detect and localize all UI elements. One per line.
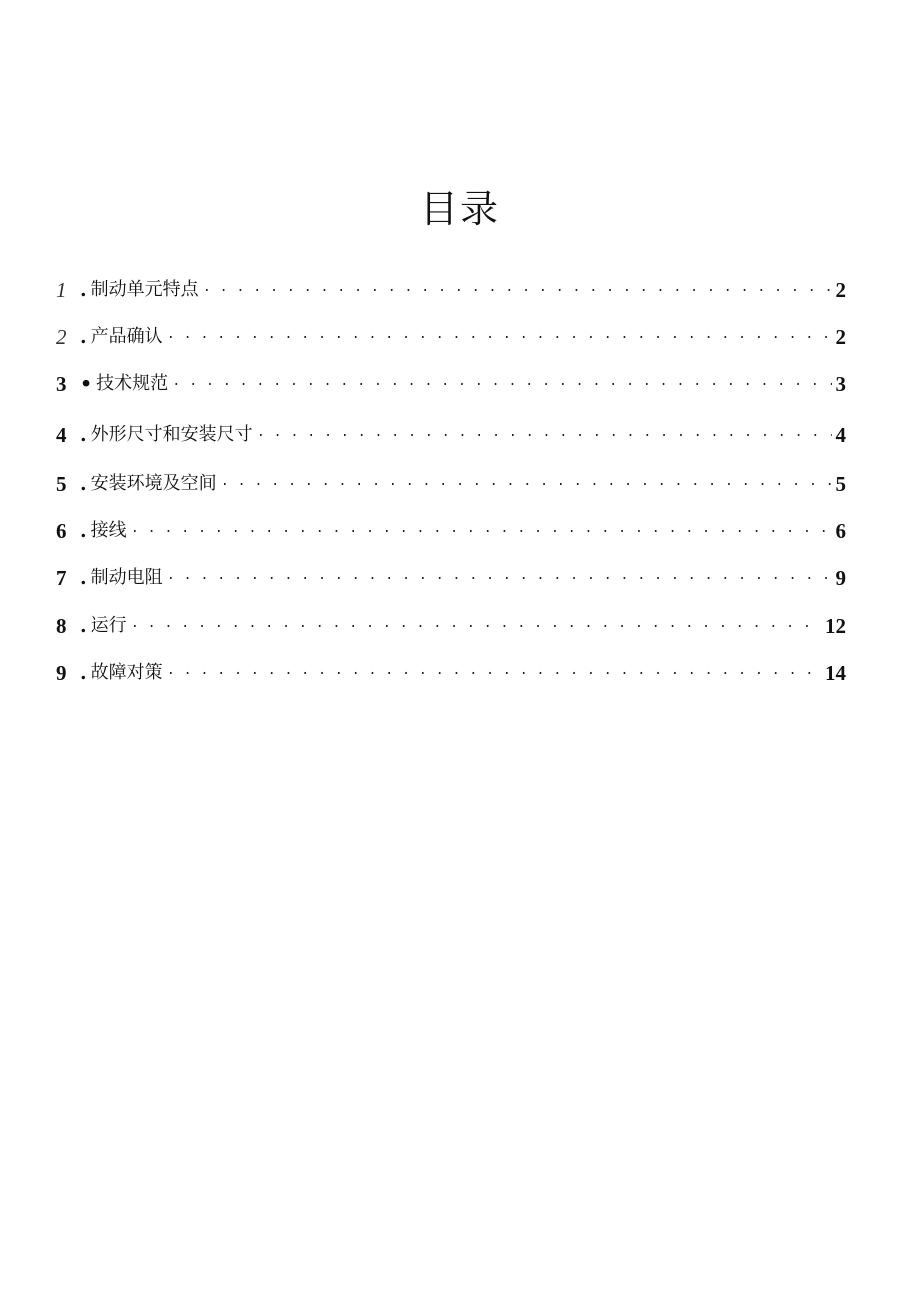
toc-entry-9[interactable]: [56, 655, 846, 685]
toc-entry-title: 接线: [90, 520, 127, 541]
toc-dot-leader: [221, 472, 832, 492]
toc-dot-leader: [131, 614, 821, 634]
toc-entry-7[interactable]: [56, 560, 846, 590]
toc-entry-separator: .: [80, 473, 87, 495]
toc-entry-separator: .: [80, 615, 87, 637]
toc-entry-separator: .: [80, 279, 87, 301]
toc-entry-number: 8: [56, 614, 67, 638]
toc-entry-number: 4: [56, 423, 67, 447]
toc-entry-title: 制动单元特点: [90, 279, 199, 300]
toc-entry-page: 2: [835, 325, 846, 349]
toc-dot-leader: [203, 278, 832, 298]
toc-entry-number: 2: [56, 325, 67, 349]
toc-entry-8[interactable]: [56, 608, 846, 638]
toc-dot-leader: [172, 372, 831, 392]
toc-entry-title: 故障对策: [90, 662, 163, 683]
toc-dot-leader: [167, 325, 832, 345]
toc-entry-title: 制动电阻: [90, 567, 163, 588]
toc-entry-separator: •: [80, 373, 93, 395]
toc-entry-title: 安装环境及空间: [90, 473, 217, 494]
toc-entry-number: 7: [56, 566, 67, 590]
toc-entry-6[interactable]: [56, 513, 846, 543]
toc-entry-page: 9: [835, 566, 846, 590]
toc-entry-page: 12: [825, 614, 846, 638]
toc-entry-page: 14: [825, 661, 846, 685]
toc-entry-number: 9: [56, 661, 67, 685]
toc-entry-page: 3: [835, 372, 846, 396]
toc-dot-leader: [257, 423, 832, 443]
toc-entry-separator: .: [80, 520, 87, 542]
toc-entry-separator: .: [80, 662, 87, 684]
toc-entry-separator: .: [80, 567, 87, 589]
toc-entry-separator: .: [80, 326, 87, 348]
toc-entry-page: 2: [835, 278, 846, 302]
toc-entry-number: 6: [56, 519, 67, 543]
toc-entry-page: 6: [835, 519, 846, 543]
toc-entry-title: 外形尺寸和安装尺寸: [90, 424, 253, 445]
toc-entry-title: 产品确认: [90, 326, 163, 347]
toc-dot-leader: [167, 661, 821, 681]
toc-entry-page: 5: [835, 472, 846, 496]
toc-dot-leader: [131, 519, 832, 539]
toc-entry-number: 1: [56, 278, 67, 302]
toc-entry-page: 4: [835, 423, 846, 447]
toc-dot-leader: [167, 566, 832, 586]
toc-entry-1[interactable]: [56, 272, 846, 302]
page-title: 目录: [419, 187, 500, 232]
toc-entry-separator: .: [80, 424, 87, 446]
toc-entry-4[interactable]: [56, 417, 846, 447]
toc-entry-2[interactable]: [56, 319, 846, 349]
toc-entry-number: 3: [56, 372, 67, 396]
toc-entry-5[interactable]: [56, 466, 846, 496]
toc-entry-number: 5: [56, 472, 67, 496]
toc-entry-title: 技术规范: [96, 373, 169, 394]
toc-entry-3[interactable]: [56, 366, 846, 396]
toc-entry-title: 运行: [90, 615, 127, 636]
